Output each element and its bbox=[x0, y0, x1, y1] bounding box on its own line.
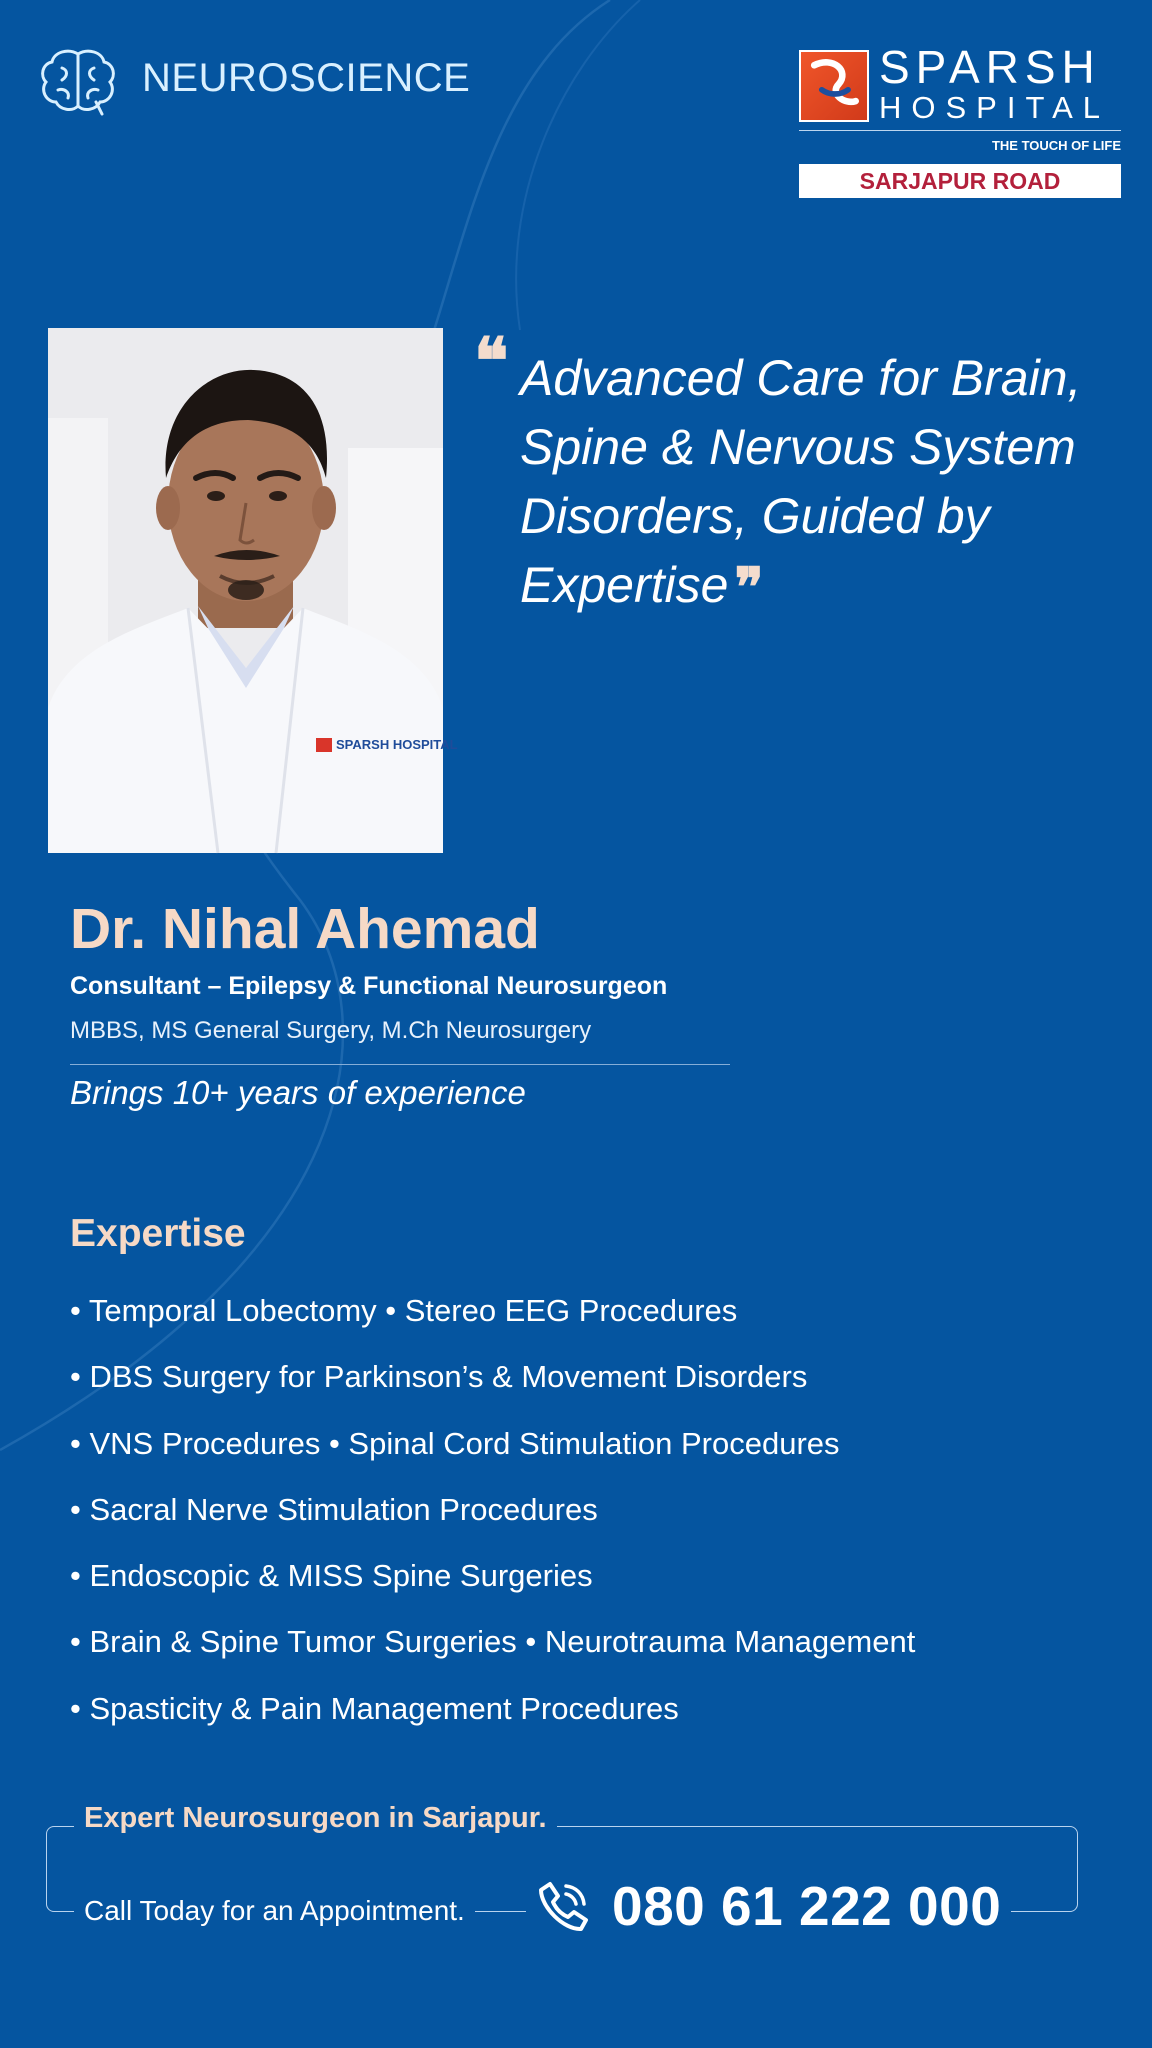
expertise-item: • Sacral Nerve Stimulation Procedures bbox=[70, 1491, 598, 1527]
logo-brand-line2: HOSPITAL bbox=[879, 90, 1111, 125]
cta-heading: Expert Neurosurgeon in Sarjapur. bbox=[74, 1802, 557, 1835]
expertise-item: • Spasticity & Pain Management Procedures bbox=[70, 1690, 679, 1726]
doctor-photo bbox=[48, 328, 458, 853]
quote-text-block bbox=[520, 344, 1120, 623]
quote-open-mark: ❝ bbox=[474, 326, 509, 397]
phone-number[interactable]: 080 61 222 000 bbox=[612, 1875, 1002, 1937]
expertise-item: • Temporal Lobectomy • Stereo EEG Procedures bbox=[70, 1293, 738, 1328]
expertise-item: • DBS Surgery for Parkinson’s & Movement Disorders bbox=[70, 1359, 808, 1395]
quote-text: Advanced Care for Brain, Spine & Nervous System Disorders, Guided by Expertise bbox=[520, 350, 1082, 613]
doctor-qualifications: MBBS, MS General Surgery, M.Ch Neurosurgery bbox=[70, 1017, 592, 1044]
quote-close-mark: ❞ bbox=[734, 558, 764, 618]
doctor-experience: Brings 10+ years of experience bbox=[70, 1074, 526, 1111]
expertise-item: • VNS Procedures • Spinal Cord Stimulation Procedures bbox=[70, 1425, 840, 1461]
logo-brand-line1: SPARSH bbox=[879, 41, 1101, 93]
doctor-name: Dr. Nihal Ahemad bbox=[70, 897, 540, 961]
cta-call-text: Call Today for an Appointment. bbox=[74, 1895, 475, 1927]
expertise-item: • Brain & Spine Tumor Surgeries • Neurotrauma Management bbox=[70, 1624, 916, 1660]
brain-icon bbox=[38, 46, 120, 118]
expertise-item: • Endoscopic & MISS Spine Surgeries bbox=[70, 1558, 593, 1594]
phone-icon bbox=[536, 1878, 592, 1934]
expertise-heading: Expertise bbox=[70, 1212, 246, 1255]
sparsh-hospital-logo bbox=[799, 41, 1121, 198]
logo-divider bbox=[799, 130, 1121, 131]
location-badge: SARJAPUR ROAD bbox=[799, 164, 1121, 198]
info-divider bbox=[70, 1064, 730, 1065]
logo-tagline: THE TOUCH OF LIFE bbox=[991, 138, 1121, 153]
sparsh-logo-mark-icon bbox=[799, 50, 869, 122]
expertise-list bbox=[70, 1286, 915, 1750]
department-title: NEUROSCIENCE bbox=[142, 56, 471, 100]
doctor-role: Consultant – Epilepsy & Functional Neurosurgeon bbox=[70, 972, 668, 1000]
cta-phone-link[interactable] bbox=[526, 1866, 1011, 1946]
coat-logo-text: SPARSH HOSPITAL bbox=[336, 737, 458, 752]
